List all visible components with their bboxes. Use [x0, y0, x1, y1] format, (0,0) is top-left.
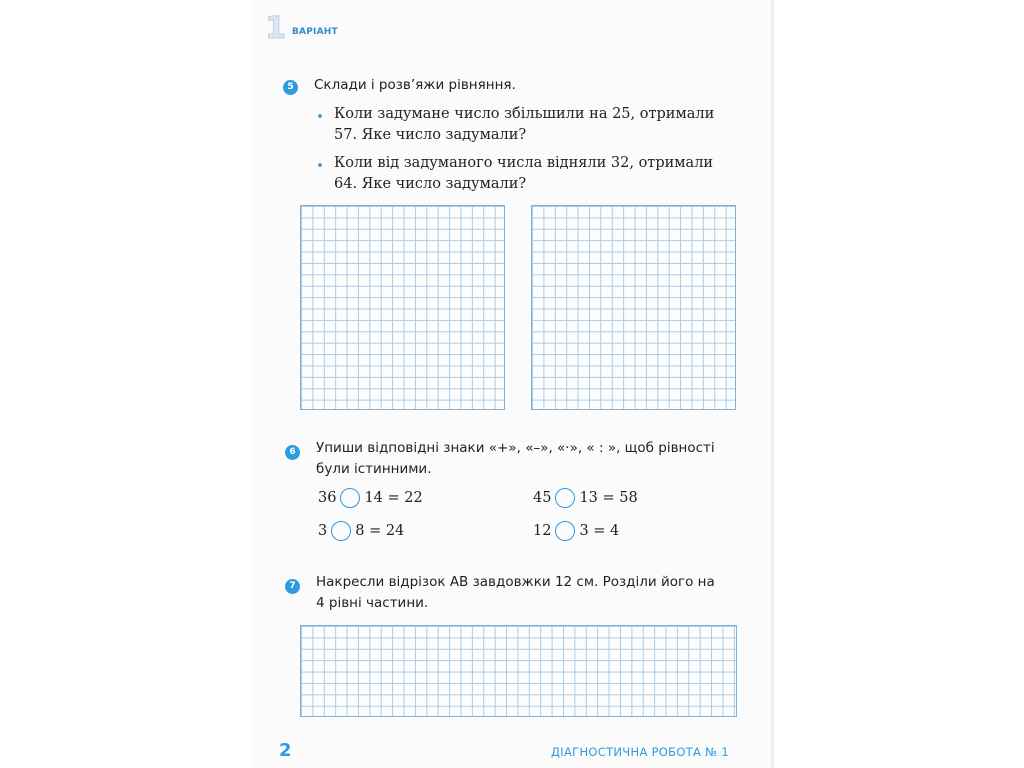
page-edge [771, 0, 774, 768]
equation-3-right: 8 = 24 [355, 523, 405, 539]
task-6-instruction-line-2: були істинними. [316, 461, 432, 477]
task-5-bullet-2-line-1: Коли від задуманого числа відняли 32, отримали [334, 155, 714, 171]
equation-1 [318, 488, 423, 508]
task-6-badge: 6 [285, 445, 300, 460]
sign-input-circle[interactable] [555, 521, 575, 541]
bullet-icon [318, 163, 322, 167]
answer-grid-right[interactable] [531, 205, 736, 410]
task-7-badge: 7 [285, 579, 300, 594]
task-5-bullet-1-line-2: 57. Яке число задумали? [334, 127, 527, 143]
answer-grid-bottom[interactable] [300, 625, 737, 717]
task-7-instruction-line-1: Накресли відрізок AB завдовжки 12 см. Розділи його на [316, 574, 715, 590]
task-6-instruction-line-1: Упиши відповідні знаки «+», «–», «·», « : », щоб рівності [316, 440, 715, 456]
variant-label: ВАРІАНТ [292, 27, 338, 37]
task-5-instruction: Склади і розв’яжи рівняння. [314, 77, 516, 93]
task-5-bullet-1-line-1: Коли задумане число збільшили на 25, отримали [334, 106, 715, 122]
equation-1-right: 14 = 22 [364, 490, 423, 506]
equation-2-right: 13 = 58 [579, 490, 638, 506]
answer-grid-left[interactable] [300, 205, 505, 410]
task-5-bullet-2-line-2: 64. Яке число задумали? [334, 176, 527, 192]
sign-input-circle[interactable] [340, 488, 360, 508]
equation-4 [533, 521, 619, 541]
page-number: 2 [279, 740, 292, 761]
equation-2-left: 45 [533, 490, 552, 506]
task-5-badge: 5 [283, 80, 298, 95]
footer-title: ДІАГНОСТИЧНА РОБОТА № 1 [551, 745, 729, 759]
equation-2 [533, 488, 638, 508]
sign-input-circle[interactable] [555, 488, 575, 508]
equation-4-left: 12 [533, 523, 552, 539]
equation-3-left: 3 [318, 523, 328, 539]
sign-input-circle[interactable] [331, 521, 351, 541]
equation-4-right: 3 = 4 [579, 523, 620, 539]
task-7-instruction-line-2: 4 рівні частини. [316, 595, 429, 611]
variant-number: 1 [265, 11, 286, 46]
equation-1-left: 36 [318, 490, 337, 506]
equation-3 [318, 521, 404, 541]
bullet-icon [318, 114, 322, 118]
